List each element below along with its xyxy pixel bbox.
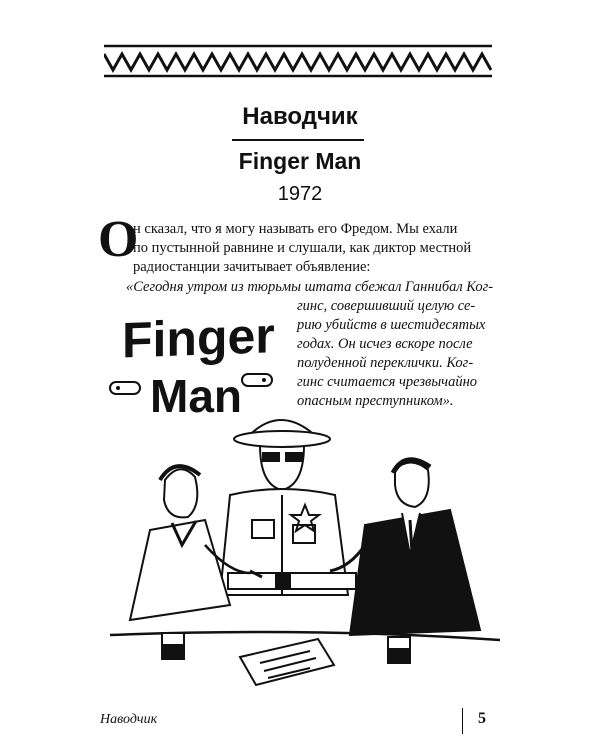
footer-divider: [462, 708, 463, 734]
drop-cap: О: [98, 211, 139, 268]
decorative-border: [104, 44, 492, 78]
body-line-3: радиостанции зачитывает объявление:: [133, 259, 371, 275]
quote-line-3: рию убийств в шестидесятых: [297, 317, 486, 333]
pointing-hand-right-icon: [242, 374, 272, 386]
wanted-paper: [240, 639, 334, 685]
quote-line-2: гинс, совершивший целую се-: [297, 298, 476, 314]
body-line-1: н сказал, что я могу называть его Фредом. Мы ехали: [133, 221, 458, 237]
quote-line-5: полуденной переклички. Ког-: [297, 355, 474, 371]
running-title: Наводчик: [100, 712, 158, 727]
body-line-2: по пустынной равнине и слушали, как диктор местной: [133, 240, 472, 256]
quote-line-4: годах. Он исчез вскоре после: [297, 336, 473, 352]
chapter-title-en: Finger Man: [238, 148, 362, 174]
quote-line-1: «Сегодня утром из тюрьмы штата сбежал Ганнибал Ког-: [126, 279, 494, 295]
chapter-title-ru: Наводчик: [242, 103, 358, 130]
logo-text-man: Man: [150, 370, 242, 422]
logo-text-finger: Finger: [122, 307, 275, 369]
glass-left: [162, 633, 184, 659]
glass-right: [388, 637, 410, 663]
pointing-hand-left-icon: [110, 382, 140, 394]
illustration-three-men: [110, 395, 500, 695]
title-divider: [232, 139, 364, 141]
chapter-year: 1972: [277, 183, 323, 205]
quote-line-7: опасным преступником».: [297, 393, 454, 409]
quote-line-6: гинс считается чрезвычайно: [297, 374, 478, 390]
man-right-figure: [330, 460, 480, 635]
page-number: 5: [478, 710, 486, 727]
